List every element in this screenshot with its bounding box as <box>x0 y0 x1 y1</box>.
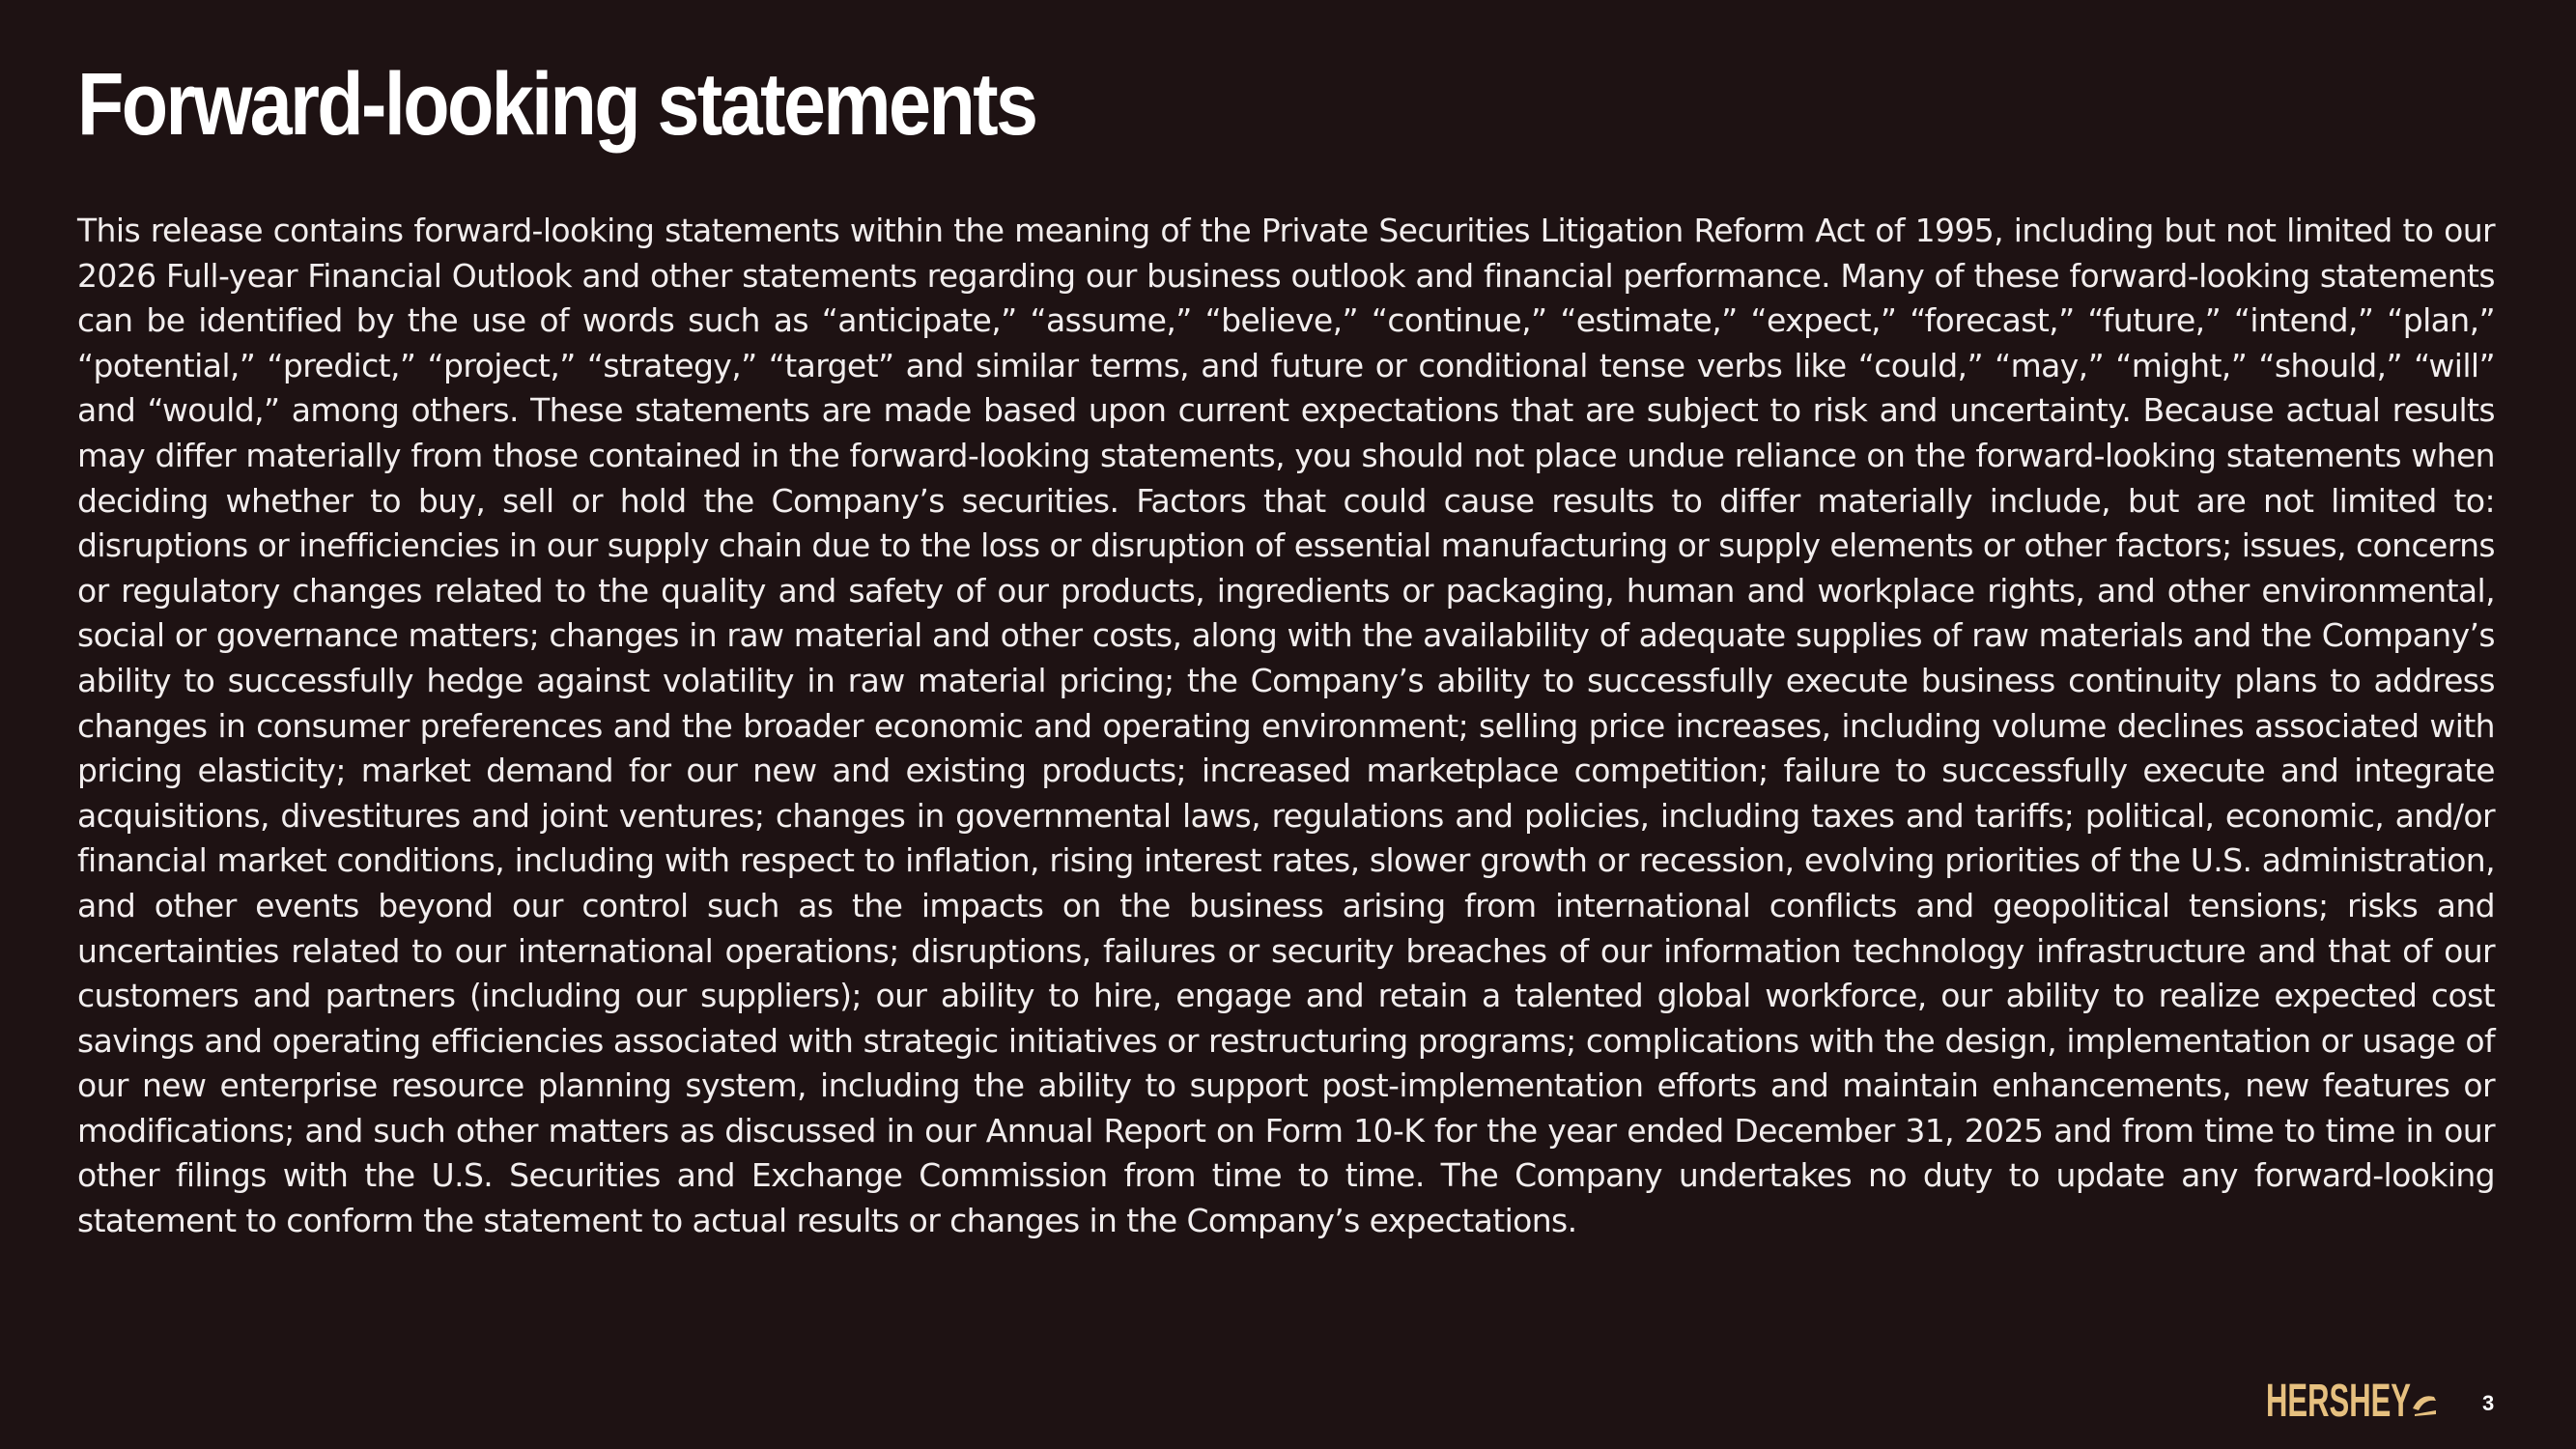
kiss-base-icon <box>2415 1410 2436 1416</box>
kiss-swoosh-icon <box>2413 1396 2436 1410</box>
hershey-wordmark: HERSHEY <box>2266 1376 2411 1424</box>
disclaimer-body: This release contains forward-looking statements within the meaning of the Private Securities Litigation Reform Act of 1995, including but not limited to our 2026 Full-year Financial Outlook and other statements regarding our business outlook and financial performance. Many of these forward-looking statements can be identified by the use of words such as “anticipate,” “assume,” “believe,” “continue,” “estimate,” “expect,” “forecast,” “future,” “intend,” “plan,” “potential,” “predict,” “project,” “strategy,” “target” and similar terms, and future or conditional tense verbs like “could,” “may,” “might,” “should,” “will” and “would,” among others. These statements are made based upon current expectations that are subject to risk and uncertainty. Because actual results may differ materially from those contained in the forward-looking statements, you should not place undue reliance on the forward-looking statements when deciding whether to buy, sell or hold the Company’s securities. Factors that could cause results to differ materially include, but are not limited to: disruptions or inefficiencies in our supply chain due to the loss or disruption of essential manufacturing or supply elements or other factors; issues, concerns or regulatory changes related to the quality and safety of our products, ingredients or packaging, human and workplace rights, and other environmental, social or governance matters; changes in raw material and other costs, along with the availability of adequate supplies of raw materials and the Company’s ability to successfully hedge against volatility in raw material pricing; the Company’s ability to successfully execute business continuity plans to address changes in consumer preferences and the broader economic and operating environment; selling price increases, including volume declines associated with pricing elasticity; market demand for our new and existing products; increased marketplace competition; failure to successfully execute and integrate acquisitions, divestitures and joint ventures; changes in governmental laws, regulations and policies, including taxes and tariffs; political, economic, and/or financial market conditions, including with respect to inflation, rising interest rates, slower growth or recession, evolving priorities of the U.S. administration, and other events beyond our control such as the impacts on the business arising from international conflicts and geopolitical tensions; risks and uncertainties related to our international operations; disruptions, failures or security breaches of our information technology infrastructure and that of our customers and partners (including our suppliers); our ability to hire, engage and retain a talented global workforce, our ability to realize expected cost savings and operating efficiencies associated with strategic initiatives or restructuring programs; complications with the design, implementation or usage of our new enterprise resource planning system, including the ability to support post-implementation efforts and maintain enhancements, new features or modifications; and such other matters as discussed in our Annual Report on Form 10-K for the year ended December 31, 2025 and from time to time in our other filings with the U.S. Securities and Exchange Commission from time to time. The Company undertakes no duty to update any forward-looking statement to conform the statement to actual results or changes in the Company’s expectations. <box>77 212 2495 1240</box>
page-number: 3 <box>2482 1391 2495 1415</box>
hershey-logo <box>2266 1370 2440 1424</box>
page-title: Forward-looking statements <box>77 55 1036 154</box>
